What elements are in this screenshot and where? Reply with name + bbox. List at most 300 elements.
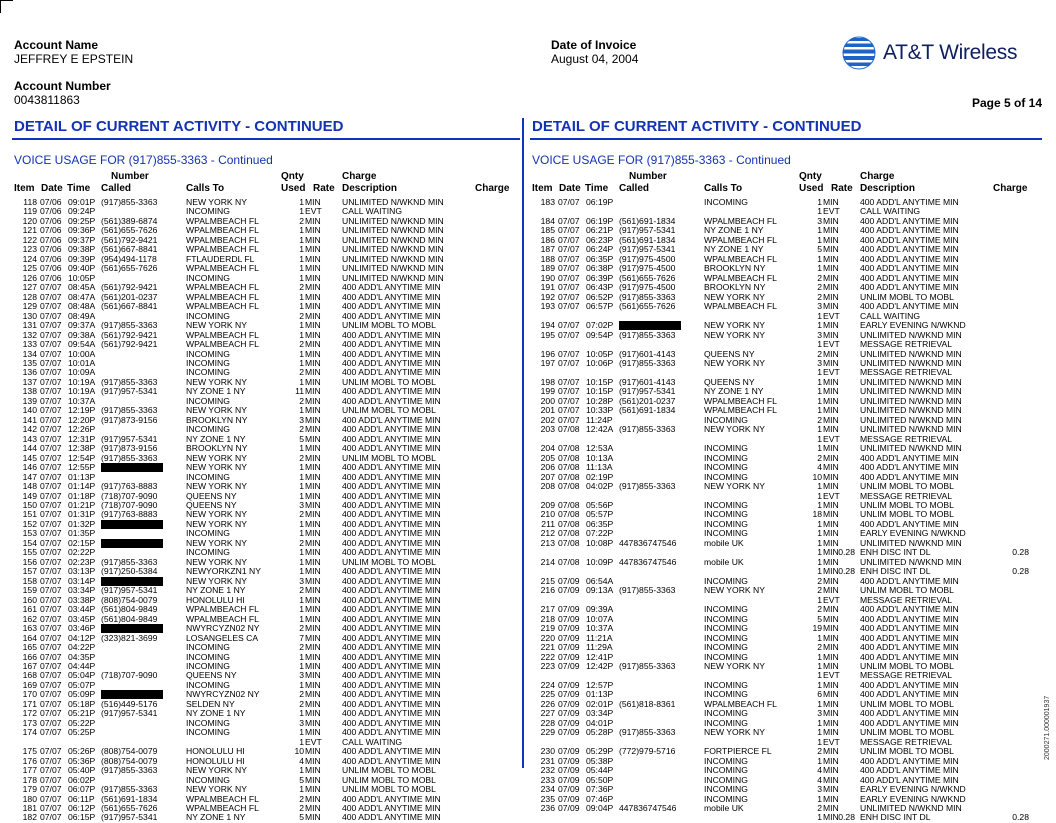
call-time: 12:31P [68, 433, 96, 444]
call-date: 07/06 [40, 272, 62, 283]
quantity-used: 2 [299, 793, 304, 804]
call-time: 06:35P [586, 518, 614, 529]
called-number: (808)754-0079 [101, 755, 158, 766]
call-date: 07/09 [558, 689, 580, 700]
calls-to: mobile UK [704, 803, 744, 813]
logo-wordmark: AT&T Wireless [883, 41, 1018, 64]
charge-description: 400 ADD'L ANYTIME MIN [342, 632, 441, 643]
usage-unit: MIN [305, 698, 321, 709]
charge-description: UNLIMITED N/WKND MIN [342, 215, 444, 226]
call-time: 05:56P [586, 500, 614, 510]
quantity-used: 3 [817, 357, 822, 368]
quantity-used: 1 [817, 651, 822, 662]
item-number: 148 [22, 481, 37, 492]
charge-description: 400 ADD'L ANYTIME MIN [860, 471, 959, 482]
usage-unit: MIN [305, 689, 321, 700]
charge-description: UNLIMITED N/WKND MIN [860, 443, 962, 454]
call-row [532, 558, 1032, 567]
usage-unit: MIN [823, 348, 839, 359]
call-date: 07/07 [40, 632, 62, 643]
quantity-used: 1 [299, 518, 304, 529]
charge-description: 400 ADD'L ANYTIME MIN [342, 547, 441, 558]
usage-unit: MIN [823, 291, 839, 302]
call-date: 07/07 [40, 462, 62, 473]
quantity-used: 1 [817, 405, 822, 416]
calls-to: mobile UK [704, 537, 744, 548]
quantity-used: 1 [299, 765, 304, 776]
usage-unit: MIN [823, 613, 839, 624]
called-number: (917)763-8883 [101, 481, 158, 492]
calls-to: NEW YORK NY [704, 291, 765, 302]
item-number: 199 [540, 386, 555, 397]
item-number: 161 [22, 604, 37, 615]
charge-description: ENH DISC INT DL [860, 566, 931, 577]
call-time: 05:57P [586, 509, 614, 520]
call-time: 02:19P [586, 471, 614, 482]
call-time: 09:01P [68, 197, 96, 207]
item-number: 204 [540, 443, 555, 454]
calls-to: INCOMING [186, 357, 230, 368]
call-time: 10:05P [68, 272, 96, 283]
charge-description: 400 ADD'L ANYTIME MIN [342, 698, 441, 709]
quantity-used: 3 [817, 301, 822, 312]
call-time: 06:52P [586, 291, 614, 302]
quantity-used: 1 [817, 670, 822, 681]
charge-description: 400 ADD'L ANYTIME MIN [860, 774, 959, 785]
calls-to: NEW YORK NY [186, 481, 247, 492]
called-number: (718)707-9090 [101, 670, 158, 681]
call-date: 07/06 [40, 244, 62, 255]
calls-to: WPALMBEACH FL [186, 244, 259, 255]
quantity-used: 11 [295, 386, 304, 397]
call-date: 07/07 [40, 812, 62, 823]
quantity-used: 1 [817, 698, 822, 709]
usage-unit: MIN [305, 518, 321, 529]
calls-to: INCOMING [704, 793, 748, 804]
call-row [14, 813, 514, 822]
charge-description: UNLIMITED N/WKND MIN [860, 395, 962, 406]
item-number: 186 [540, 234, 555, 245]
call-row [532, 728, 1032, 737]
call-time: 04:02P [586, 481, 614, 492]
called-number: (917)957-5341 [101, 812, 158, 823]
call-date: 07/07 [558, 329, 580, 340]
charge-description: 400 ADD'L ANYTIME MIN [342, 500, 441, 510]
calls-to: HONOLULU HI [186, 746, 245, 757]
usage-unit: MIN [823, 376, 839, 387]
calls-to: INCOMING [704, 462, 748, 473]
call-date: 07/07 [40, 651, 62, 662]
item-number: 163 [22, 623, 37, 634]
item-number: 232 [540, 765, 555, 776]
called-number: (808)754-0079 [101, 746, 158, 757]
item-number: 216 [540, 585, 555, 596]
usage-unit: MIN [305, 424, 321, 435]
usage-unit: EVT [823, 490, 840, 501]
usage-unit: MIN [823, 585, 839, 596]
call-date: 07/07 [40, 585, 62, 596]
charge-description: MESSAGE RETRIEVAL [860, 367, 953, 378]
calls-to: NY ZONE 1 NY [186, 812, 246, 823]
charge-description: ENH DISC INT DL [860, 547, 931, 558]
item-number: 185 [540, 225, 555, 236]
usage-unit: MIN [823, 642, 839, 653]
charge-description: CALL WAITING [860, 206, 921, 217]
calls-to: INCOMING [704, 755, 748, 766]
item-number: 202 [540, 414, 555, 425]
call-row [532, 804, 1032, 813]
call-date: 07/09 [558, 793, 580, 804]
call-time: 09:39P [68, 253, 96, 264]
charge-description: 400 ADD'L ANYTIME MIN [860, 301, 959, 312]
call-row [532, 359, 1032, 368]
call-date: 07/09 [558, 774, 580, 785]
voice-usage-title-left: VOICE USAGE FOR (917)855-3363 - Continued [14, 153, 273, 167]
account-number-label: Account Number [14, 79, 111, 93]
charge-description: 400 ADD'L ANYTIME MIN [342, 329, 441, 340]
usage-unit: MIN [823, 234, 839, 245]
quantity-used: 2 [817, 272, 822, 283]
calls-to: INCOMING [186, 727, 230, 738]
item-number: 123 [22, 244, 37, 255]
usage-unit: MIN [305, 282, 321, 293]
calls-to: WPALMBEACH FL [186, 301, 259, 312]
invoice-date: August 04, 2004 [551, 52, 639, 66]
usage-unit: MIN [823, 518, 839, 529]
quantity-used: 1 [299, 263, 304, 274]
charge-description: CALL WAITING [342, 736, 403, 747]
charge-description: 400 ADD'L ANYTIME MIN [342, 357, 441, 368]
charge-description: UNLIMITED N/WKND MIN [342, 197, 444, 207]
charge-description: 400 ADD'L ANYTIME MIN [342, 746, 441, 757]
quantity-used: 2 [817, 282, 822, 293]
item-number: 159 [22, 585, 37, 596]
calls-to: INCOMING [704, 784, 748, 795]
charge-description: 400 ADD'L ANYTIME MIN [860, 755, 959, 766]
usage-unit: MIN [305, 575, 321, 586]
calls-to: WPALMBEACH FL [704, 234, 777, 245]
usage-unit: MIN [823, 405, 839, 416]
calls-to: QUEENS NY [186, 670, 237, 681]
quantity-used: 1 [817, 310, 822, 321]
charge-description: 400 ADD'L ANYTIME MIN [342, 727, 441, 738]
col-head-charge-top: Charge [860, 171, 895, 182]
calls-to: INCOMING [186, 272, 230, 283]
usage-unit: MIN [305, 585, 321, 596]
call-time: 08:45A [68, 282, 96, 293]
quantity-used: 2 [817, 642, 822, 653]
quantity-used: 1 [817, 566, 822, 577]
charge-description: 400 ADD'L ANYTIME MIN [860, 452, 959, 463]
calls-to: HONOLULU HI [186, 755, 245, 766]
called-number: (917)957-5341 [101, 433, 158, 444]
call-time: 01:31P [68, 509, 96, 520]
call-time: 06:39P [586, 272, 614, 283]
item-number: 164 [22, 632, 37, 643]
call-date: 07/07 [40, 414, 62, 425]
call-time: 04:35P [68, 651, 96, 662]
call-time: 03:44P [68, 604, 96, 615]
quantity-used: 1 [817, 433, 822, 444]
item-number: 212 [540, 528, 555, 539]
call-date: 07/08 [558, 462, 580, 473]
quantity-used: 2 [299, 803, 304, 813]
call-time: 03:45P [68, 613, 96, 624]
call-date: 07/07 [40, 604, 62, 615]
item-number: 168 [22, 670, 37, 681]
charge-description: UNLIMITED N/WKND MIN [860, 405, 962, 416]
called-number: (561)818-8361 [619, 698, 676, 709]
quantity-used: 3 [817, 708, 822, 719]
called-number: (917)957-5341 [619, 244, 676, 255]
calls-to: INCOMING [704, 642, 748, 653]
call-date: 07/09 [558, 642, 580, 653]
charge-description: UNLIMITED N/WKND MIN [860, 803, 962, 813]
quantity-used: 1 [817, 556, 822, 567]
called-number: (954)494-1178 [101, 253, 157, 264]
usage-unit: MIN [823, 282, 839, 293]
usage-unit: EVT [823, 310, 840, 321]
quantity-used: 1 [817, 320, 822, 331]
called-number: (561)792-9421 [101, 339, 158, 350]
call-date: 07/09 [558, 604, 580, 615]
call-date: 07/07 [40, 746, 62, 757]
quantity-used: 2 [299, 310, 304, 321]
calls-to: FORTPIERCE FL [704, 746, 772, 757]
usage-unit: MIN [305, 793, 321, 804]
call-row [532, 813, 1032, 822]
item-number: 173 [22, 717, 37, 728]
call-time: 06:11P [68, 793, 95, 804]
quantity-used: 1 [299, 613, 304, 624]
calls-to: NEW YORK NY [704, 727, 765, 738]
section-title-right: DETAIL OF CURRENT ACTIVITY - CONTINUED [532, 118, 862, 135]
calls-to: NEW YORK NY [704, 660, 765, 671]
usage-unit: MIN [823, 386, 839, 397]
call-time: 12:41P [586, 651, 614, 662]
usage-unit: MIN [823, 575, 839, 586]
item-number: 214 [540, 556, 555, 567]
usage-unit: MIN [305, 594, 321, 605]
call-time: 10:33P [586, 405, 614, 416]
call-date: 07/08 [558, 424, 580, 435]
called-number: (917)957-5341 [101, 708, 158, 719]
usage-unit: MIN [823, 717, 839, 728]
call-date: 07/06 [40, 263, 62, 274]
call-time: 10:08P [586, 537, 614, 548]
quantity-used: 2 [299, 282, 304, 293]
rate: 0.28 [838, 566, 855, 577]
charge-description: 400 ADD'L ANYTIME MIN [860, 197, 959, 207]
usage-unit: MIN [305, 755, 321, 766]
call-date: 07/07 [40, 367, 62, 378]
call-date: 07/07 [40, 698, 62, 709]
item-number: 152 [22, 518, 37, 529]
charge-description: 400 ADD'L ANYTIME MIN [860, 765, 959, 776]
call-date: 07/08 [558, 481, 580, 492]
quantity-used: 1 [299, 443, 304, 454]
redaction-block [101, 539, 163, 548]
charge-description: UNLIMITED N/WKND MIN [860, 386, 962, 397]
called-number: (917)855-3363 [619, 660, 676, 671]
usage-unit: MIN [305, 357, 321, 368]
col-head-item: Item [532, 183, 553, 194]
calls-to: QUEENS NY [186, 500, 237, 510]
col-head-used: Used [799, 183, 824, 194]
calls-to: WPALMBEACH FL [186, 234, 259, 245]
charge-description: 400 ADD'L ANYTIME MIN [860, 613, 959, 624]
charge-description: 400 ADD'L ANYTIME MIN [860, 253, 959, 264]
charge-description: 400 ADD'L ANYTIME MIN [342, 424, 441, 435]
item-number: 206 [540, 462, 555, 473]
charge-description: UNLIM MOBL TO MOBL [342, 376, 436, 387]
charge-description: UNLIMITED N/WKND MIN [860, 424, 962, 435]
usage-unit: MIN [305, 225, 321, 236]
usage-unit: MIN [305, 452, 321, 463]
calls-to: WPALMBEACH FL [704, 395, 777, 406]
usage-unit: MIN [305, 348, 321, 359]
usage-unit: MIN [823, 727, 839, 738]
call-time: 05:50P [586, 774, 614, 785]
item-number: 118 [23, 197, 37, 207]
call-time: 09:37A [68, 320, 96, 331]
quantity-used: 2 [299, 623, 304, 634]
item-number: 178 [22, 774, 37, 785]
call-time: 07:46P [586, 793, 614, 804]
usage-unit: EVT [305, 206, 322, 217]
usage-unit: MIN [823, 329, 839, 340]
charge-description: EARLY EVENING N/WKND [860, 528, 966, 539]
quantity-used: 1 [817, 424, 822, 435]
item-number: 211 [541, 518, 555, 529]
calls-to: INCOMING [186, 206, 230, 217]
usage-unit: MIN [305, 490, 321, 501]
call-date: 07/07 [558, 405, 580, 416]
charge-description: 400 ADD'L ANYTIME MIN [342, 803, 441, 813]
item-number: 217 [540, 604, 555, 615]
called-number: (917)975-4500 [619, 282, 676, 293]
call-row [532, 198, 1032, 207]
usage-unit: MIN [823, 679, 839, 690]
col-head-used: Used [281, 183, 306, 194]
call-date: 07/07 [40, 452, 62, 463]
calls-to: FTLAUDERDL FL [186, 253, 255, 264]
call-date: 07/09 [558, 708, 580, 719]
usage-unit: MIN [823, 253, 839, 264]
usage-unit: MIN [823, 215, 839, 226]
quantity-used: 3 [299, 717, 304, 728]
call-date: 07/07 [40, 339, 62, 350]
item-number: 193 [540, 301, 555, 312]
call-time: 03:13P [68, 566, 96, 577]
item-number: 220 [540, 632, 555, 643]
call-time: 05:26P [68, 746, 96, 757]
quantity-used: 4 [299, 755, 304, 766]
call-time: 10:28P [586, 395, 614, 406]
usage-unit: MIN [305, 509, 321, 520]
item-number: 230 [540, 746, 555, 757]
called-number: 447836747546 [619, 803, 677, 813]
usage-unit: MIN [305, 670, 321, 681]
charge-description: 400 ADD'L ANYTIME MIN [342, 660, 441, 671]
quantity-used: 2 [817, 348, 822, 359]
call-date: 07/07 [40, 509, 62, 520]
item-number: 174 [22, 727, 37, 738]
calls-to: WPALMBEACH FL [704, 698, 777, 709]
item-number: 227 [540, 708, 555, 719]
quantity-used: 1 [817, 376, 822, 387]
calls-to: INCOMING [704, 197, 748, 207]
call-date: 07/09 [558, 717, 580, 728]
quantity-used: 2 [299, 424, 304, 435]
calls-to: NY ZONE 1 NY [186, 386, 246, 397]
charge-description: 400 ADD'L ANYTIME MIN [342, 689, 441, 700]
usage-unit: MIN [305, 320, 321, 331]
calls-to: QUEENS NY [186, 490, 237, 501]
call-time: 10:06P [586, 357, 614, 368]
usage-unit: MIN [305, 679, 321, 690]
charge-description: 400 ADD'L ANYTIME MIN [342, 291, 441, 302]
call-time: 11:29A [586, 642, 613, 653]
call-time: 01:18P [68, 490, 96, 501]
calls-to: INCOMING [704, 613, 748, 624]
charge-description: 400 ADD'L ANYTIME MIN [342, 518, 441, 529]
charge-description: UNLIMITED N/WKND MIN [860, 329, 962, 340]
called-number: (917)855-3363 [619, 481, 676, 492]
quantity-used: 2 [817, 604, 822, 615]
item-number: 160 [22, 594, 37, 605]
quantity-used: 1 [299, 206, 304, 217]
charge-description: UNLIM MOBL TO MOBL [342, 556, 436, 567]
col-head-description: Description [860, 183, 916, 194]
item-number: 229 [540, 727, 555, 738]
call-list-right [532, 198, 1032, 823]
crop-mark [0, 0, 13, 13]
col-head-date: Date [41, 183, 63, 194]
call-time: 06:24P [586, 244, 614, 255]
quantity-used: 2 [817, 803, 822, 813]
call-date: 07/09 [558, 651, 580, 662]
usage-unit: MIN [305, 500, 321, 510]
calls-to: QUEENS NY [704, 376, 755, 387]
called-number [101, 520, 163, 529]
calls-to: NEW YORK NY [186, 197, 247, 207]
item-number: 191 [540, 282, 555, 293]
usage-unit: MIN [823, 698, 839, 709]
usage-unit: MIN [823, 774, 839, 785]
charge-description: UNLIMITED N/WKND MIN [860, 537, 962, 548]
called-number: (561)691-1834 [619, 405, 676, 416]
usage-unit: MIN [305, 547, 321, 558]
item-number: 121 [22, 225, 37, 236]
col-head-calls-to: Calls To [186, 183, 225, 194]
call-date: 07/08 [558, 537, 580, 548]
usage-unit: MIN [305, 443, 321, 454]
usage-unit: MIN [305, 803, 321, 813]
charge-description: 400 ADD'L ANYTIME MIN [860, 215, 959, 226]
call-date: 07/09 [558, 784, 580, 795]
item-number: 122 [22, 234, 37, 245]
quantity-used: 1 [817, 339, 822, 350]
call-date: 07/07 [40, 443, 62, 454]
call-date: 07/07 [40, 708, 62, 719]
call-time: 05:44P [586, 765, 614, 776]
call-time: 01:14P [68, 481, 96, 492]
usage-unit: MIN [305, 234, 321, 245]
charge-description: 400 ADD'L ANYTIME MIN [342, 348, 441, 359]
charge-description: 400 ADD'L ANYTIME MIN [860, 651, 959, 662]
usage-unit: MIN [823, 443, 839, 454]
